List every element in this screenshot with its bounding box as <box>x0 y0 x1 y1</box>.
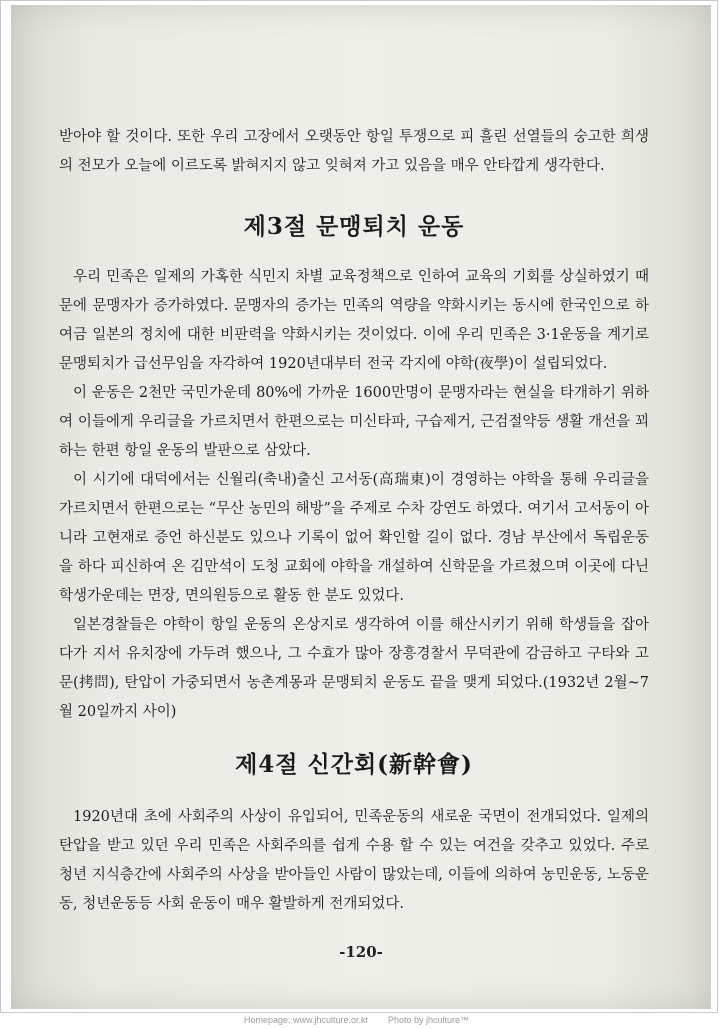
section-3-title: 제3절 문맹퇴치 운동 <box>243 213 465 240</box>
section-4-paragraph-1: 1920년대 초에 사회주의 사상이 유입되어, 민족운동의 새로운 국면이 전개되었다. 일제의 탄압을 받고 있던 우리 민족은 사회주의를 쉽게 수용 할 수 있는 여건을 갖추고 있었다. 주로 청년 지식층간에 사회주의 사상을 받아들인 사람이 많았는데, 이들에 의하여 농민운동, 노동운동, 청년운동등 사회 운동이 매우 활발하게 전개되었다. <box>59 809 649 912</box>
page-number: -120- <box>339 943 383 961</box>
intro-paragraph: 받아야 할 것이다. 또한 우리 고장에서 오랫동안 항일 투쟁으로 피 흘린 선열들의 숭고한 희생의 전모가 오늘에 이르도록 밝혀지지 않고 잊혀져 가고 있음을 매우 안타깝게 생각한다. <box>59 129 649 174</box>
homepage-credit: Homepage: www.jhculture.or.kr <box>244 1015 369 1025</box>
page-body <box>59 123 649 919</box>
photo-credit: Photo by jhculture™ <box>388 1015 470 1025</box>
section-3-paragraph-4: 일본경찰들은 야학이 항일 운동의 온상지로 생각하여 이를 해산시키기 위해 학생들을 잡아다가 지서 유치장에 가두려 했으나, 그 수효가 많아 장흥경찰서 무덕관에 감금하고 구타와 고문(拷問), 탄압이 가중되면서 농촌계몽과 문맹퇴치 운동도 끝을 맺게 되었다.(1932년 2월~7월 20일까지 사이) <box>59 617 649 720</box>
section-3-paragraph-1: 우리 민족은 일제의 가혹한 식민지 차별 교육정책으로 인하여 교육의 기회를 상실하였기 때문에 문맹자가 증가하였다. 문맹자의 증가는 민족의 역량을 약화시키는 동시에 한국인으로 하여금 일본의 정치에 대한 비판력을 약화시키는 것이었다. 이에 우리 민족은 3·1운동을 계기로 문맹퇴치가 급선무임을 자각하여 1920년대부터 전국 각지에 야학(夜學)이 설립되었다. <box>59 269 649 372</box>
book-page <box>11 5 711 1009</box>
section-4-title: 제4절 신간회(新幹會) <box>235 751 473 778</box>
section-3-paragraph-3: 이 시기에 대덕에서는 신월리(축내)출신 고서동(高瑞東)이 경영하는 야학을 통해 우리글을 가르치면서 한편으로는 “무산 농민의 해방”을 주제로 수차 강연도 하였다. 여기서 고서동이 아니라 고현재로 증언 하신분도 있으나 기록이 없어 확인할 길이 없다. 경남 부산에서 독립운동을 하다 피신하여 온 김만석이 도청 교회에 야학을 개설하여 신학문을 가르쳤으며 이곳에 다닌 학생가운데는 면장, 면의원등으로 활동 한 분도 있었다. <box>59 472 649 604</box>
section-3-paragraph-2: 이 운동은 2천만 국민가운데 80%에 가까운 1600만명이 문맹자라는 현실을 타개하기 위하여 이들에게 우리글을 가르치면서 한편으로는 미신타파, 구습제거, 근검절약등 생활 개선을 꾀하는 한편 항일 운동의 발판으로 삼았다. <box>59 385 649 459</box>
